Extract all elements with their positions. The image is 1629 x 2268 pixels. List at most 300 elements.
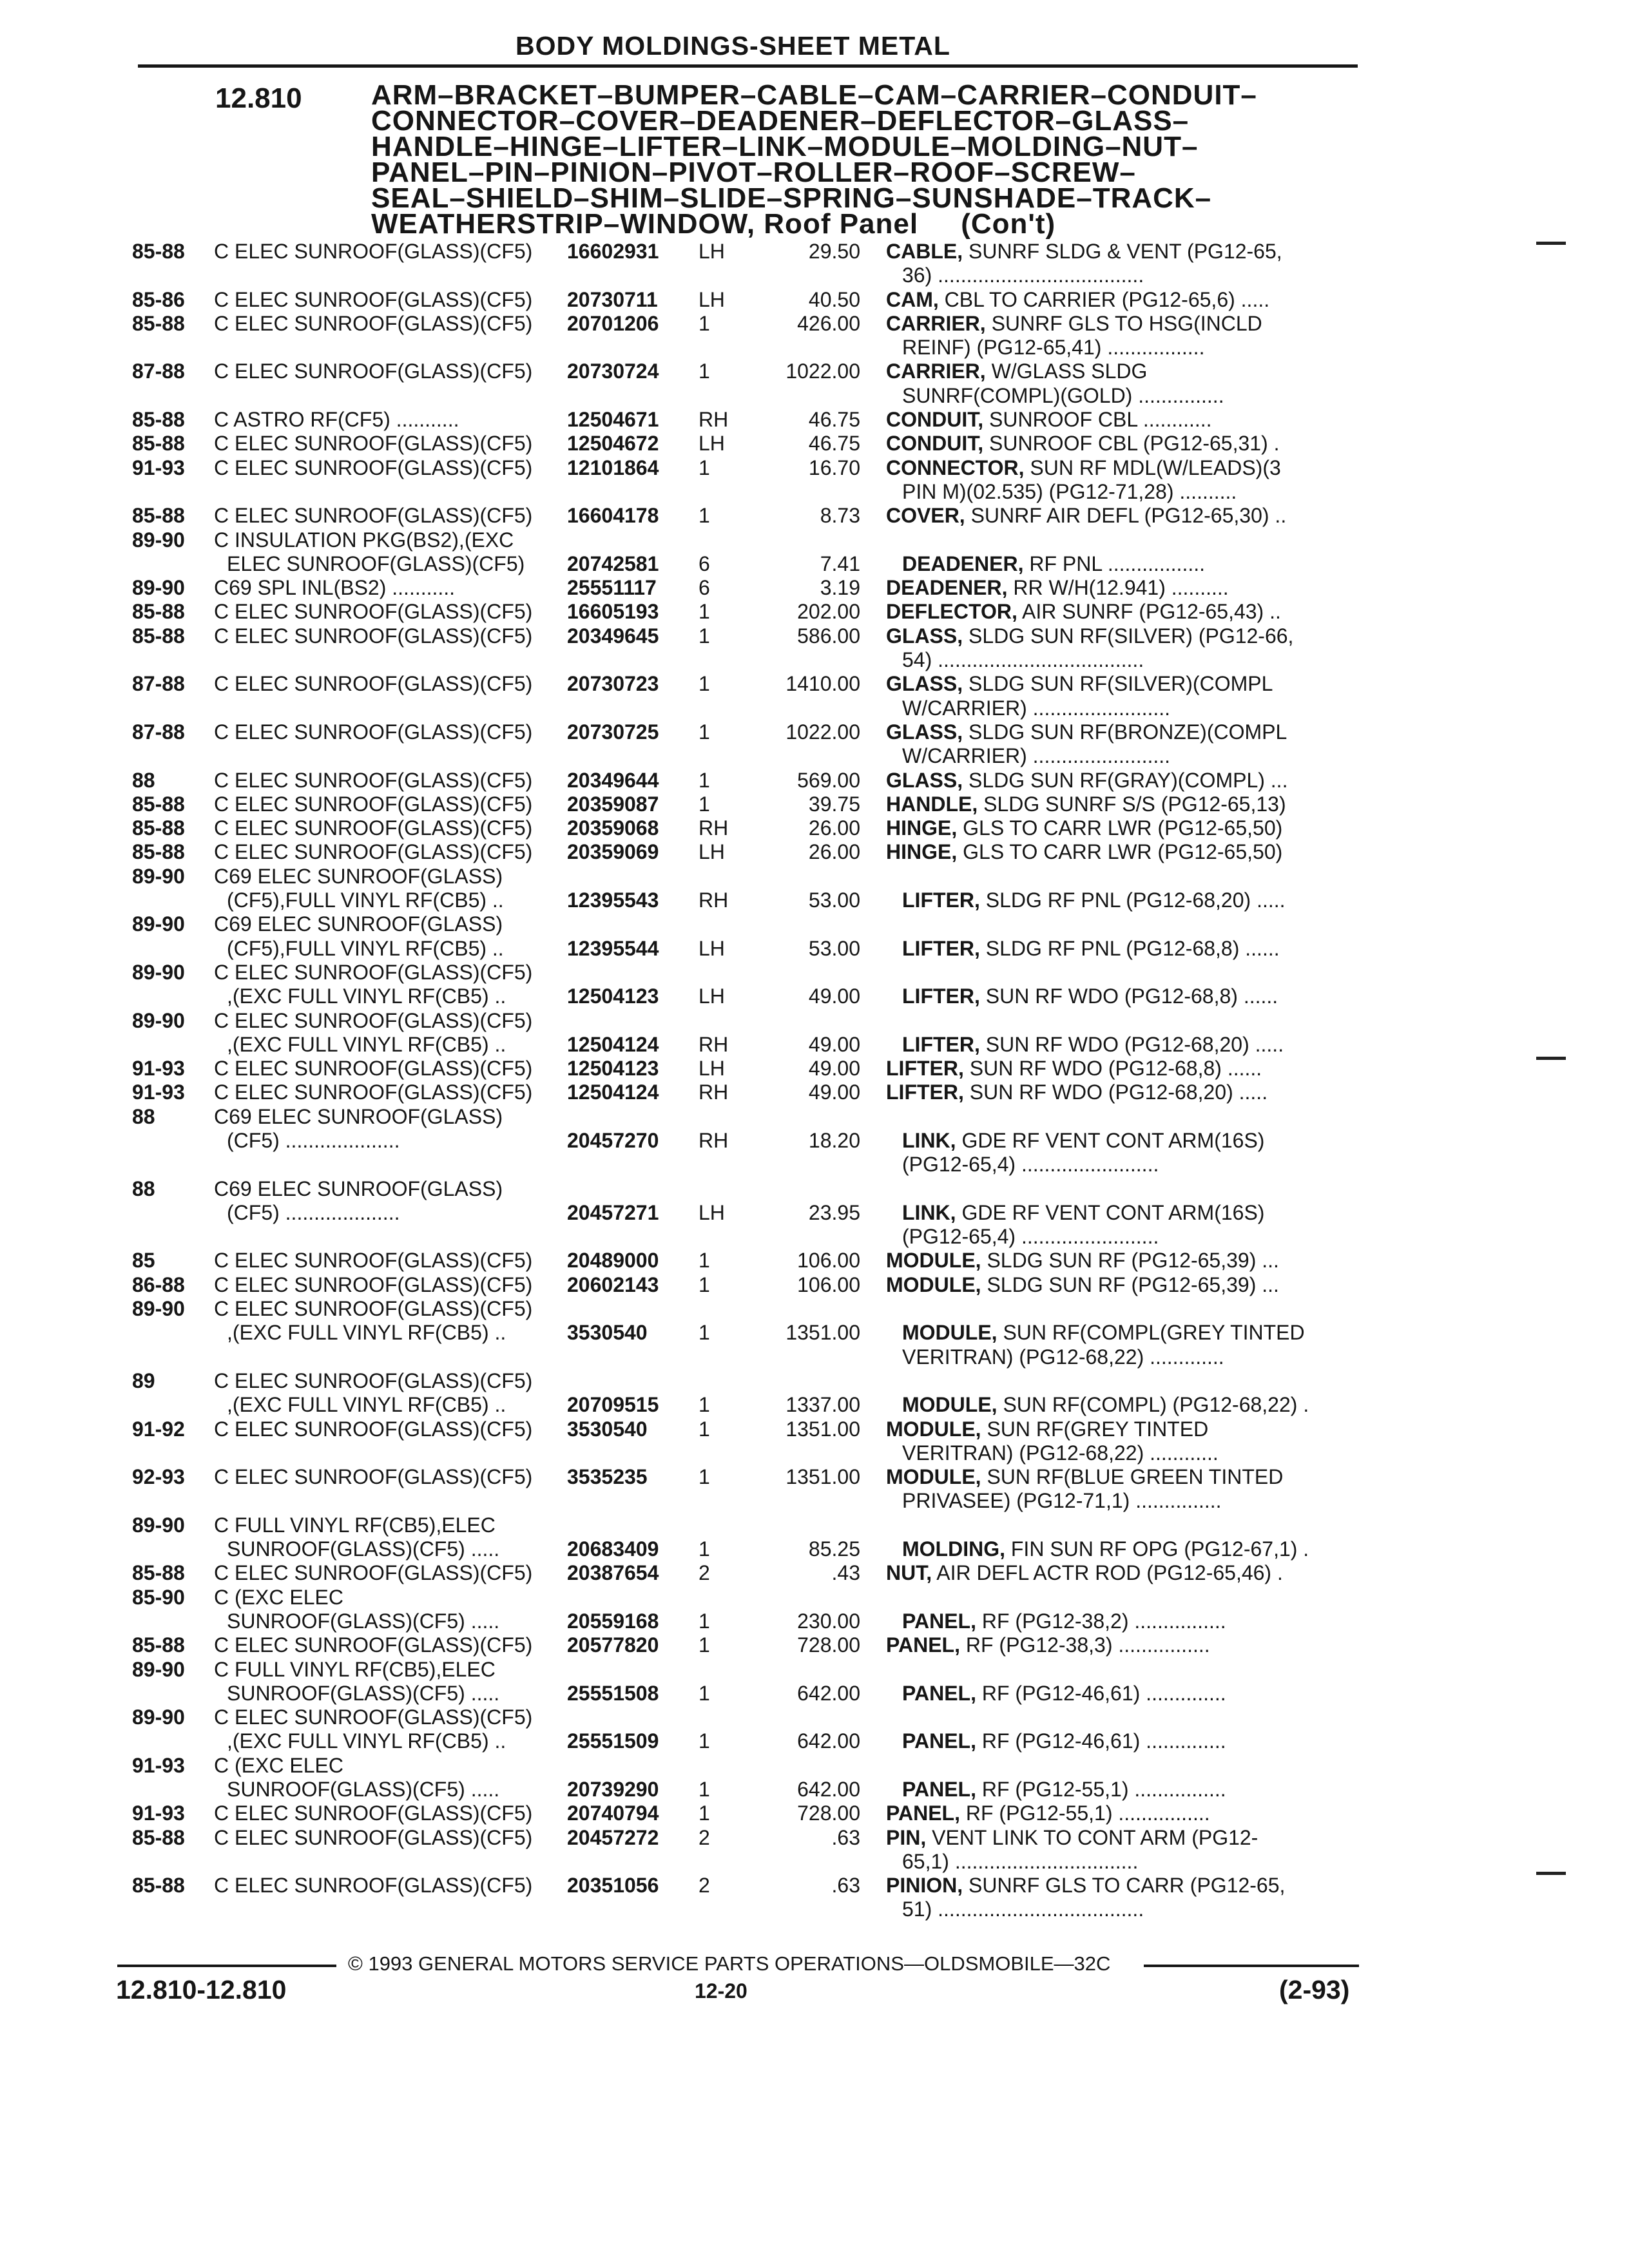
model-years: 85-86 — [132, 287, 185, 311]
parts-row-continuation — [0, 1321, 1629, 1345]
parts-row-continuation — [0, 1345, 1629, 1369]
price: 569.00 — [797, 768, 860, 792]
part-name-keyword: PANEL, — [902, 1729, 976, 1753]
model-years: 88 — [132, 1177, 155, 1200]
model-years: 91-93 — [132, 456, 185, 479]
part-name — [902, 1153, 1366, 1177]
model-years: 91-93 — [132, 1081, 185, 1104]
part-number: 20683409 — [567, 1537, 659, 1561]
usage-description: (CF5),FULL VINYL RF(CB5) .. — [227, 936, 504, 960]
quantity: LH — [699, 840, 725, 864]
part-name-detail: SUNROOF CBL ............ — [983, 408, 1212, 432]
usage-description: ,(EXC FULL VINYL RF(CB5) .. — [227, 1321, 506, 1345]
parts-row — [0, 1561, 1629, 1585]
part-name-detail: SLDG SUN RF(SILVER)(COMPL — [963, 672, 1273, 696]
part-name-keyword: MODULE, — [886, 1249, 981, 1273]
quantity: 1 — [699, 1729, 710, 1753]
price: .63 — [831, 1825, 860, 1849]
part-name-detail: VENT LINK TO CONT ARM (PG12- — [926, 1825, 1258, 1849]
quantity: RH — [699, 1081, 729, 1104]
part-name-keyword: CONDUIT, — [886, 408, 984, 432]
parts-row-continuation — [0, 1393, 1629, 1417]
part-number: 20577820 — [567, 1633, 659, 1657]
part-name-keyword: LIFTER, — [886, 1057, 964, 1081]
part-name-detail: RF (PG12-55,1) ................ — [959, 1802, 1210, 1825]
parts-row-continuation — [0, 648, 1629, 672]
parts-row — [0, 504, 1629, 528]
part-name — [902, 384, 1366, 408]
usage-description: C FULL VINYL RF(CB5),ELEC — [214, 1513, 496, 1537]
price: 29.50 — [808, 240, 860, 263]
parts-row-continuation — [0, 1129, 1629, 1153]
part-name-detail: SUNRF SLDG & VENT (PG12-65, — [963, 240, 1282, 263]
parts-row-continuation — [0, 1850, 1629, 1874]
usage-description: C ELEC SUNROOF(GLASS)(CF5) — [214, 1706, 533, 1729]
part-name-keyword: LIFTER, — [902, 985, 980, 1008]
part-name-keyword: GLASS, — [886, 624, 963, 648]
parts-row-continuation — [0, 1201, 1629, 1225]
part-number: 12101864 — [567, 456, 659, 479]
part-number: 12395544 — [567, 936, 659, 960]
part-number: 20730724 — [567, 360, 659, 383]
parts-row — [0, 1297, 1629, 1321]
model-years: 85-88 — [132, 816, 185, 840]
quantity: 1 — [699, 1273, 710, 1296]
parts-row — [0, 576, 1629, 600]
model-years: 89 — [132, 1369, 155, 1392]
part-number: 20349645 — [567, 624, 659, 648]
price: 1351.00 — [786, 1465, 860, 1489]
price: 46.75 — [808, 408, 860, 432]
margin-mark — [1536, 1872, 1566, 1875]
part-number: 20602143 — [567, 1273, 659, 1296]
footer-copyright: © 1993 GENERAL MOTORS SERVICE PARTS OPERATIONS—OLDSMOBILE—32C — [348, 1952, 1111, 1975]
quantity: LH — [699, 1057, 725, 1081]
part-name-keyword: HINGE, — [886, 816, 958, 840]
part-name-detail: AIR DEFL ACTR ROD (PG12-65,46) . — [932, 1561, 1283, 1585]
part-name-detail: SUNRF AIR DEFL (PG12-65,30) .. — [965, 504, 1287, 528]
quantity: 1 — [699, 600, 710, 624]
usage-description: C ELEC SUNROOF(GLASS)(CF5) — [214, 1369, 533, 1392]
price: 26.00 — [808, 840, 860, 864]
price: 18.20 — [808, 1128, 860, 1152]
part-name — [886, 288, 1350, 312]
price: 642.00 — [797, 1681, 860, 1705]
usage-description: C ELEC SUNROOF(GLASS)(CF5) — [214, 1874, 533, 1898]
quantity: 1 — [699, 1393, 710, 1417]
price: 230.00 — [797, 1609, 860, 1633]
usage-description: C ELEC SUNROOF(GLASS)(CF5) — [214, 1633, 533, 1657]
parts-row — [0, 1706, 1629, 1729]
price: 40.50 — [808, 287, 860, 311]
part-name — [886, 1057, 1350, 1081]
part-name-keyword: GLASS, — [886, 768, 963, 792]
price: 728.00 — [797, 1633, 860, 1657]
part-name-detail: SUN RF(COMPL(GREY TINTED — [997, 1321, 1305, 1345]
price: 1351.00 — [786, 1417, 860, 1441]
model-years: 89-90 — [132, 1513, 185, 1537]
part-name-detail: SUN RF WDO (PG12-68,20) ..... — [979, 1032, 1284, 1056]
quantity: LH — [699, 287, 725, 311]
part-number: 16604178 — [567, 504, 659, 528]
price: .43 — [831, 1561, 860, 1585]
part-name-keyword: MODULE, — [886, 1417, 981, 1441]
usage-description: C ELEC SUNROOF(GLASS)(CF5) — [214, 1249, 533, 1273]
part-name-keyword: PANEL, — [902, 1681, 976, 1705]
parts-row-continuation — [0, 744, 1629, 768]
part-name-detail: RR W/H(12.941) .......... — [1007, 576, 1229, 600]
part-number: 25551117 — [567, 576, 657, 600]
parts-row — [0, 1081, 1629, 1104]
parts-row-continuation — [0, 1898, 1629, 1921]
quantity: RH — [699, 816, 729, 840]
model-years: 89-90 — [132, 864, 185, 888]
part-name — [902, 1393, 1366, 1417]
section-title — [371, 79, 1257, 240]
quantity: 1 — [699, 1465, 710, 1489]
part-name — [886, 1081, 1350, 1104]
part-number: 20387654 — [567, 1561, 659, 1585]
part-name-keyword: GLASS, — [886, 672, 963, 696]
usage-description: (CF5) .................... — [227, 1200, 400, 1224]
parts-row-continuation — [0, 985, 1629, 1008]
parts-row — [0, 240, 1629, 264]
part-number: 20457272 — [567, 1825, 659, 1849]
quantity: 1 — [699, 1778, 710, 1801]
usage-description: C ELEC SUNROOF(GLASS)(CF5) — [214, 1825, 533, 1849]
part-name-detail: CBL TO CARRIER (PG12-65,6) ..... — [938, 287, 1270, 311]
part-name-keyword: LIFTER, — [902, 1032, 980, 1056]
part-name — [902, 1345, 1366, 1369]
part-name-detail: AIR SUNRF (PG12-65,43) .. — [1017, 600, 1281, 624]
model-years: 89-90 — [132, 1706, 185, 1729]
quantity: 2 — [699, 1874, 710, 1898]
part-number: 20489000 — [567, 1249, 659, 1273]
part-name-detail: SLDG SUN RF(BRONZE)(COMPL — [963, 720, 1287, 744]
footer-page-number: 12-20 — [695, 1979, 747, 2003]
parts-row — [0, 1826, 1629, 1850]
model-years: 85-90 — [132, 1585, 185, 1609]
part-name — [902, 1898, 1366, 1921]
part-name — [886, 1633, 1350, 1657]
part-name — [886, 672, 1350, 696]
part-name — [886, 720, 1350, 744]
parts-row — [0, 793, 1629, 816]
parts-row — [0, 1465, 1629, 1489]
usage-description: C ASTRO RF(CF5) ........... — [214, 408, 459, 432]
parts-row-continuation — [0, 1225, 1629, 1249]
quantity: LH — [699, 936, 725, 960]
model-years: 91-92 — [132, 1417, 185, 1441]
model-years: 85-88 — [132, 1633, 185, 1657]
parts-row — [0, 408, 1629, 432]
model-years: 85-88 — [132, 624, 185, 648]
part-name — [886, 408, 1350, 432]
model-years: 89-90 — [132, 528, 185, 552]
part-number: 20709515 — [567, 1393, 659, 1417]
part-number: 12504123 — [567, 985, 659, 1008]
price: 642.00 — [797, 1778, 860, 1801]
part-number: 16602931 — [567, 240, 659, 263]
part-name — [902, 1489, 1366, 1513]
usage-description: C ELEC SUNROOF(GLASS)(CF5) — [214, 311, 533, 335]
part-number: 20742581 — [567, 552, 659, 575]
model-years: 85-88 — [132, 1825, 185, 1849]
usage-description: C ELEC SUNROOF(GLASS)(CF5) — [214, 1081, 533, 1104]
model-years: 85-88 — [132, 432, 185, 456]
usage-description: C ELEC SUNROOF(GLASS)(CF5) — [214, 1297, 533, 1321]
usage-description: C FULL VINYL RF(CB5),ELEC — [214, 1657, 496, 1681]
footer-divider — [117, 1965, 336, 1967]
price: 85.25 — [808, 1537, 860, 1561]
parts-row-continuation — [0, 1610, 1629, 1633]
part-name-detail: PRIVASEE) (PG12-71,1) ............... — [902, 1489, 1222, 1513]
price: 39.75 — [808, 792, 860, 816]
usage-description: C ELEC SUNROOF(GLASS)(CF5) — [214, 1057, 533, 1081]
part-name-detail: (PG12-65,4) ........................ — [902, 1153, 1159, 1177]
part-name — [886, 360, 1350, 383]
part-number: 25551509 — [567, 1729, 659, 1753]
part-name-keyword: HINGE, — [886, 840, 958, 864]
usage-description: C ELEC SUNROOF(GLASS)(CF5) — [214, 240, 533, 263]
model-years: 91-93 — [132, 1753, 185, 1777]
parts-row-continuation — [0, 697, 1629, 720]
part-name-detail: PIN M)(02.535) (PG12-71,28) .......... — [902, 479, 1237, 503]
usage-description: ,(EXC FULL VINYL RF(CB5) .. — [227, 1729, 506, 1753]
parts-row — [0, 1514, 1629, 1537]
part-name-keyword: GLASS, — [886, 720, 963, 744]
part-name-keyword: PANEL, — [886, 1802, 960, 1825]
usage-description: C69 ELEC SUNROOF(GLASS) — [214, 864, 503, 888]
part-name — [902, 1682, 1366, 1706]
usage-description: SUNROOF(GLASS)(CF5) ..... — [227, 1681, 500, 1705]
model-years: 88 — [132, 768, 155, 792]
model-years: 89-90 — [132, 912, 185, 936]
usage-description: C ELEC SUNROOF(GLASS)(CF5) — [214, 600, 533, 624]
part-name-keyword: LIFTER, — [902, 889, 980, 912]
price: 7.41 — [820, 552, 860, 575]
quantity: LH — [699, 985, 725, 1008]
parts-row — [0, 1633, 1629, 1657]
footer-divider — [1144, 1965, 1359, 1967]
part-name — [902, 985, 1366, 1008]
quantity: 1 — [699, 1537, 710, 1561]
part-name-keyword: CABLE, — [886, 240, 963, 263]
part-number: 3530540 — [567, 1321, 648, 1345]
margin-mark — [1536, 242, 1566, 245]
usage-description: C ELEC SUNROOF(GLASS)(CF5) — [214, 360, 533, 383]
part-number: 12395543 — [567, 889, 659, 912]
part-name-detail: SLDG SUN RF (PG12-65,39) ... — [981, 1249, 1279, 1273]
part-name — [886, 1249, 1350, 1273]
usage-description: SUNROOF(GLASS)(CF5) ..... — [227, 1537, 500, 1561]
part-name-detail: REINF) (PG12-65,41) ................. — [902, 336, 1205, 360]
quantity: 1 — [699, 1249, 710, 1273]
part-name — [886, 432, 1350, 456]
usage-description: C ELEC SUNROOF(GLASS)(CF5) — [214, 624, 533, 648]
part-name-keyword: COVER, — [886, 504, 965, 528]
price: 1351.00 — [786, 1321, 860, 1345]
model-years: 85 — [132, 1249, 155, 1273]
part-name-detail: RF (PG12-38,3) ................ — [959, 1633, 1210, 1657]
part-name — [886, 1273, 1350, 1297]
parts-row — [0, 1802, 1629, 1825]
usage-description: C ELEC SUNROOF(GLASS)(CF5) — [214, 504, 533, 528]
part-name-detail: RF PNL ................. — [1023, 552, 1205, 575]
part-name — [886, 240, 1350, 264]
model-years: 89-90 — [132, 1297, 185, 1321]
part-name-detail: SLDG SUN RF(GRAY)(COMPL) ... — [963, 768, 1288, 792]
price: 106.00 — [797, 1273, 860, 1296]
part-name — [902, 1610, 1366, 1633]
price: 49.00 — [808, 1081, 860, 1104]
parts-row — [0, 456, 1629, 480]
quantity: RH — [699, 889, 729, 912]
quantity: RH — [699, 1032, 729, 1056]
quantity: 2 — [699, 1825, 710, 1849]
part-name-detail: SLDG SUNRF S/S (PG12-65,13) — [978, 792, 1286, 816]
parts-row — [0, 1418, 1629, 1441]
parts-row — [0, 1273, 1629, 1297]
usage-description: ,(EXC FULL VINYL RF(CB5) .. — [227, 985, 506, 1008]
part-name-detail: 51) .................................... — [902, 1898, 1144, 1921]
part-name-detail: SUNRF GLS TO HSG(INCLD — [985, 311, 1262, 335]
part-name-keyword: PANEL, — [902, 1778, 976, 1801]
part-number: 12504671 — [567, 408, 659, 432]
part-name-detail: SUN RF WDO (PG12-68,8) ...... — [963, 1057, 1262, 1081]
part-number: 20730725 — [567, 720, 659, 744]
part-name-detail: SUN RF(COMPL) (PG12-68,22) . — [997, 1393, 1309, 1417]
parts-row-continuation — [0, 1441, 1629, 1465]
part-name-detail: SLDG SUN RF (PG12-65,39) ... — [981, 1273, 1279, 1296]
price: 49.00 — [808, 1032, 860, 1056]
part-number: 20359069 — [567, 840, 659, 864]
model-years: 85-88 — [132, 1561, 185, 1585]
part-name-keyword: MODULE, — [886, 1465, 981, 1489]
parts-row-continuation — [0, 1682, 1629, 1706]
section-title-line: WEATHERSTRIP–WINDOW, Roof Panel (Con't) — [371, 208, 1056, 240]
usage-description: C ELEC SUNROOF(GLASS)(CF5) — [214, 1561, 533, 1585]
part-name-keyword: LIFTER, — [886, 1081, 964, 1104]
part-name-detail: RF (PG12-38,2) ................ — [976, 1609, 1226, 1633]
section-number: 12.810 — [215, 82, 302, 114]
price: 26.00 — [808, 816, 860, 840]
part-name — [886, 312, 1350, 336]
price: 728.00 — [797, 1802, 860, 1825]
part-name-keyword: DEFLECTOR, — [886, 600, 1017, 624]
part-name-keyword: DEADENER, — [902, 552, 1024, 575]
part-name — [886, 1465, 1350, 1489]
part-name-keyword: MOLDING, — [902, 1537, 1005, 1561]
part-name-detail: GLS TO CARR LWR (PG12-65,50) — [957, 816, 1283, 840]
quantity: LH — [699, 240, 725, 263]
part-name — [886, 624, 1350, 648]
part-name — [886, 793, 1350, 816]
part-number: 3535235 — [567, 1465, 648, 1489]
part-number: 20359068 — [567, 816, 659, 840]
part-name-detail: VERITRAN) (PG12-68,22) ............. — [902, 1345, 1224, 1369]
parts-row — [0, 1009, 1629, 1033]
parts-row-continuation — [0, 264, 1629, 287]
parts-row — [0, 1369, 1629, 1393]
price: 1410.00 — [786, 672, 860, 696]
usage-description: C ELEC SUNROOF(GLASS)(CF5) — [214, 792, 533, 816]
usage-description: C ELEC SUNROOF(GLASS)(CF5) — [214, 960, 533, 984]
parts-row-continuation — [0, 1153, 1629, 1177]
parts-row — [0, 1754, 1629, 1778]
price: 1022.00 — [786, 720, 860, 744]
part-number: 20701206 — [567, 311, 659, 335]
part-name-keyword: HANDLE, — [886, 792, 978, 816]
part-name-detail: SUN RF WDO (PG12-68,8) ...... — [979, 985, 1278, 1008]
part-name — [902, 889, 1366, 912]
part-name — [902, 264, 1366, 287]
parts-row-continuation — [0, 384, 1629, 408]
part-name-keyword: NUT, — [886, 1561, 932, 1585]
usage-description: ,(EXC FULL VINYL RF(CB5) .. — [227, 1032, 506, 1056]
part-name — [902, 1729, 1366, 1753]
parts-row — [0, 1586, 1629, 1610]
model-years: 91-93 — [132, 1057, 185, 1081]
quantity: 1 — [699, 768, 710, 792]
part-name — [902, 480, 1366, 504]
usage-description: C ELEC SUNROOF(GLASS)(CF5) — [214, 816, 533, 840]
model-years: 87-88 — [132, 720, 185, 744]
part-number: 20457271 — [567, 1200, 659, 1224]
part-name — [886, 1802, 1350, 1825]
model-years: 89-90 — [132, 960, 185, 984]
part-name — [886, 816, 1350, 840]
model-years: 85-88 — [132, 840, 185, 864]
parts-row — [0, 912, 1629, 936]
section-title-line: ARM–BRACKET–BUMPER–CABLE–CAM–CARRIER–CONDUIT– — [371, 79, 1257, 111]
model-years: 89-90 — [132, 1657, 185, 1681]
part-name-keyword: CAM, — [886, 287, 939, 311]
parts-row-continuation — [0, 552, 1629, 576]
price: 53.00 — [808, 936, 860, 960]
model-years: 88 — [132, 1104, 155, 1128]
price: 1022.00 — [786, 360, 860, 383]
part-name-detail: VERITRAN) (PG12-68,22) ............ — [902, 1441, 1219, 1465]
part-name-detail: RF (PG12-55,1) ................ — [976, 1778, 1226, 1801]
footer-section-range: 12.810-12.810 — [116, 1975, 287, 2004]
part-name — [886, 1561, 1350, 1585]
part-name — [886, 769, 1350, 793]
model-years: 92-93 — [132, 1465, 185, 1489]
part-name-keyword: DEADENER, — [886, 576, 1008, 600]
part-name — [886, 1418, 1350, 1441]
usage-description: C ELEC SUNROOF(GLASS)(CF5) — [214, 1465, 533, 1489]
part-name — [902, 552, 1366, 576]
part-number: 20730723 — [567, 672, 659, 696]
section-title-line: HANDLE–HINGE–LIFTER–LINK–MODULE–MOLDING–NUT– — [371, 131, 1199, 162]
parts-row-continuation — [0, 336, 1629, 360]
section-title-line: PANEL–PIN–PINION–PIVOT–ROLLER–ROOF–SCREW– — [371, 157, 1136, 188]
part-number: 3530540 — [567, 1417, 648, 1441]
parts-row — [0, 288, 1629, 312]
price: 8.73 — [820, 504, 860, 528]
parts-row — [0, 1249, 1629, 1273]
usage-description: C ELEC SUNROOF(GLASS)(CF5) — [214, 1802, 533, 1825]
part-number: 12504123 — [567, 1057, 659, 1081]
quantity: 1 — [699, 311, 710, 335]
part-name-keyword: CONDUIT, — [886, 432, 984, 456]
parts-row — [0, 1874, 1629, 1898]
usage-description: (CF5),FULL VINYL RF(CB5) .. — [227, 889, 504, 912]
part-name-detail: SUNRF GLS TO CARR (PG12-65, — [963, 1874, 1286, 1898]
parts-row — [0, 840, 1629, 864]
quantity: 1 — [699, 1609, 710, 1633]
